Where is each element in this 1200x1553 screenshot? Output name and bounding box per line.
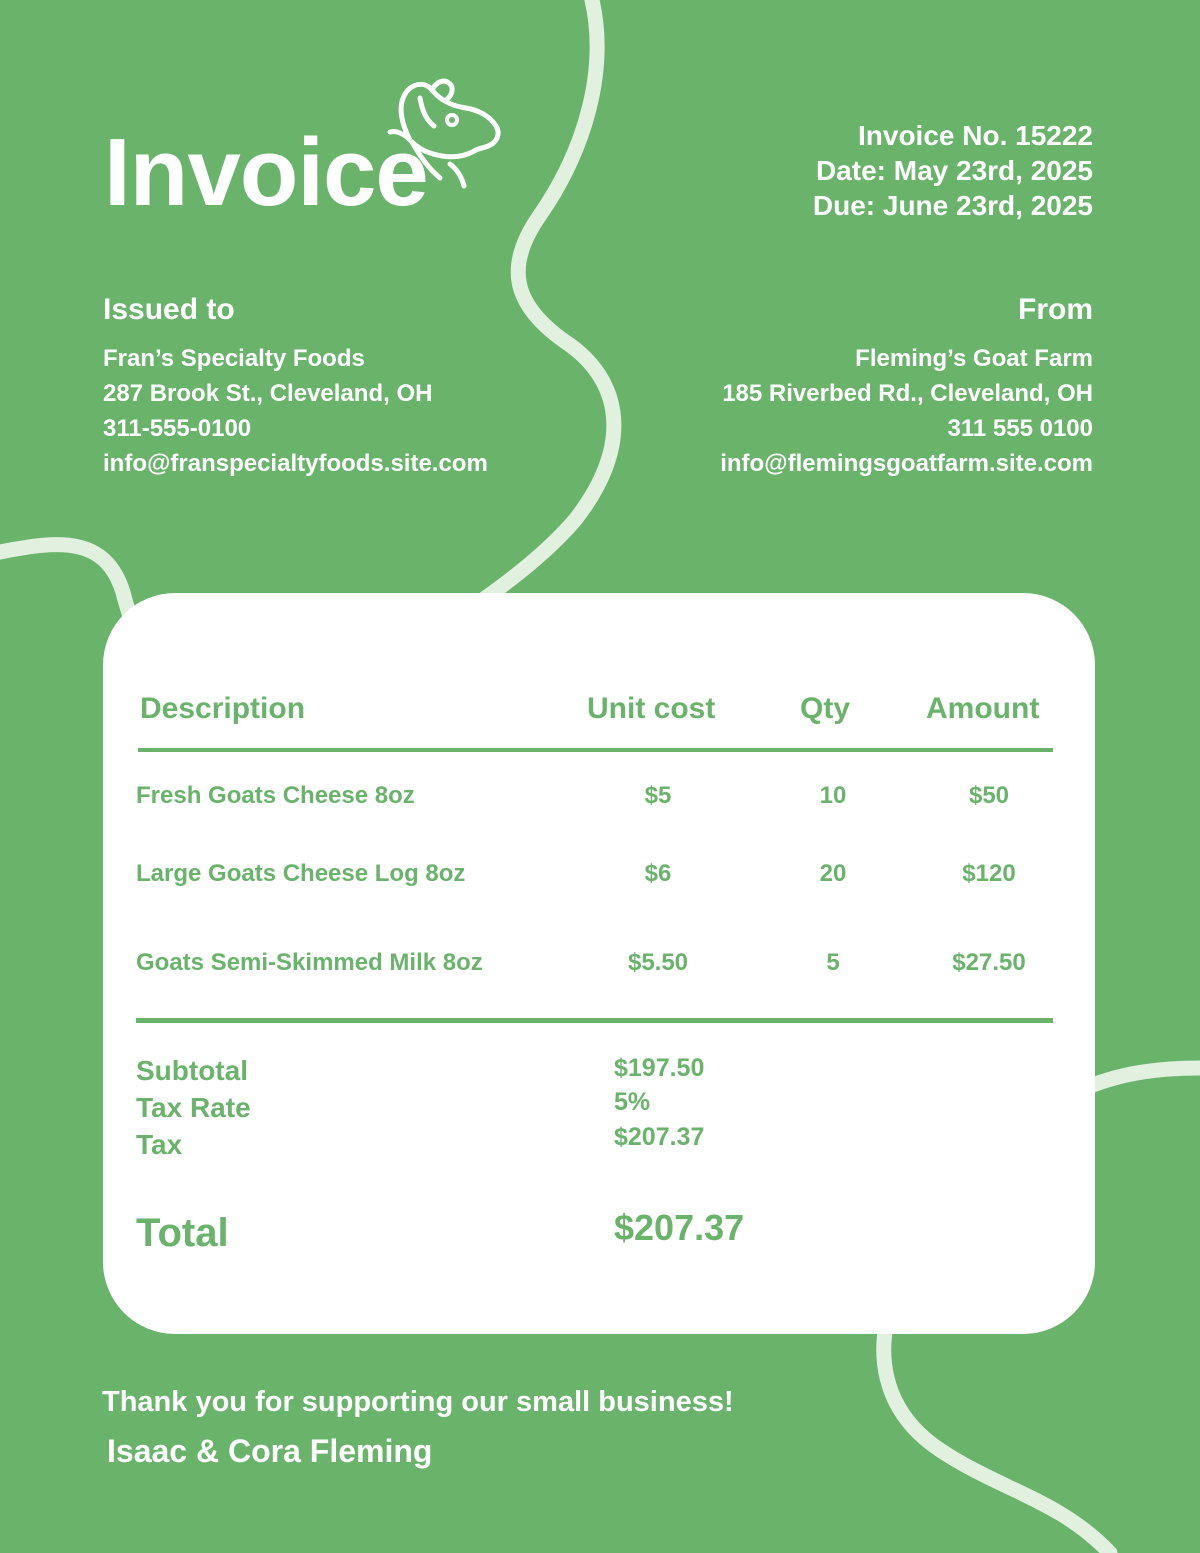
total-value: $207.37	[614, 1207, 745, 1248]
subtotal-value: $197.50	[614, 1054, 705, 1082]
page-title: Invoice	[104, 119, 428, 226]
row-description: Large Goats Cheese Log 8oz	[136, 860, 466, 887]
invoice-meta	[813, 118, 1093, 223]
wavy-line-bottom	[884, 1300, 1110, 1553]
invoice-due-date: Due: June 23rd, 2025	[812, 190, 1093, 221]
tax-rate-label: Tax Rate	[136, 1092, 251, 1123]
issued-to-details	[103, 341, 488, 481]
summary-divider	[136, 1018, 1053, 1023]
thank-you-message: Thank you for supporting our small business!	[102, 1386, 734, 1418]
row-description: Fresh Goats Cheese 8oz	[136, 782, 415, 809]
invoice-card: Description Unit cost Qty Amount Fresh Goats Cheese 8oz $5 10 $50 Large Goats Cheese Log 8oz $6 20 $120 Goats Semi-Skimmed Milk 8oz $5.50 5 $27.50 Subtotal $197.50 Tax Rate 5% Tax $207.37 Total $207.37	[103, 593, 1095, 1334]
subtotal-label: Subtotal	[136, 1055, 248, 1086]
invoice-number: Invoice No. 15222	[857, 120, 1093, 151]
issued-to-email: info@franspecialtyfoods.site.com	[103, 450, 488, 477]
goat-head-icon	[380, 70, 510, 195]
tax-rate-value: 5%	[614, 1088, 651, 1116]
invoice-date: Date: May 23rd, 2025	[815, 155, 1093, 186]
issued-to-phone: 311-555-0100	[103, 415, 252, 442]
header-amount: Amount	[926, 692, 1040, 725]
from-company: Fleming’s Goat Farm	[855, 345, 1093, 372]
from-phone: 311 555 0100	[947, 415, 1093, 442]
tax-label: Tax	[136, 1129, 183, 1160]
issued-to-address: 287 Brook St., Cleveland, OH	[103, 380, 433, 407]
from-heading: From	[1018, 293, 1093, 326]
header-divider	[138, 748, 1053, 752]
header-qty: Qty	[800, 692, 851, 725]
issued-to-heading: Issued to	[103, 293, 235, 326]
from-address: 185 Riverbed Rd., Cleveland, OH	[722, 380, 1093, 407]
row-description: Goats Semi-Skimmed Milk 8oz	[136, 949, 483, 976]
from-email: info@flemingsgoatfarm.site.com	[720, 450, 1093, 477]
total-label: Total	[136, 1211, 229, 1255]
header-description: Description	[140, 692, 306, 725]
signature: Isaac & Cora Fleming	[107, 1433, 433, 1469]
tax-value: $207.37	[614, 1123, 705, 1151]
header-unit-cost: Unit cost	[587, 692, 716, 725]
issued-to-company: Fran’s Specialty Foods	[103, 345, 365, 372]
from-details	[720, 341, 1093, 481]
